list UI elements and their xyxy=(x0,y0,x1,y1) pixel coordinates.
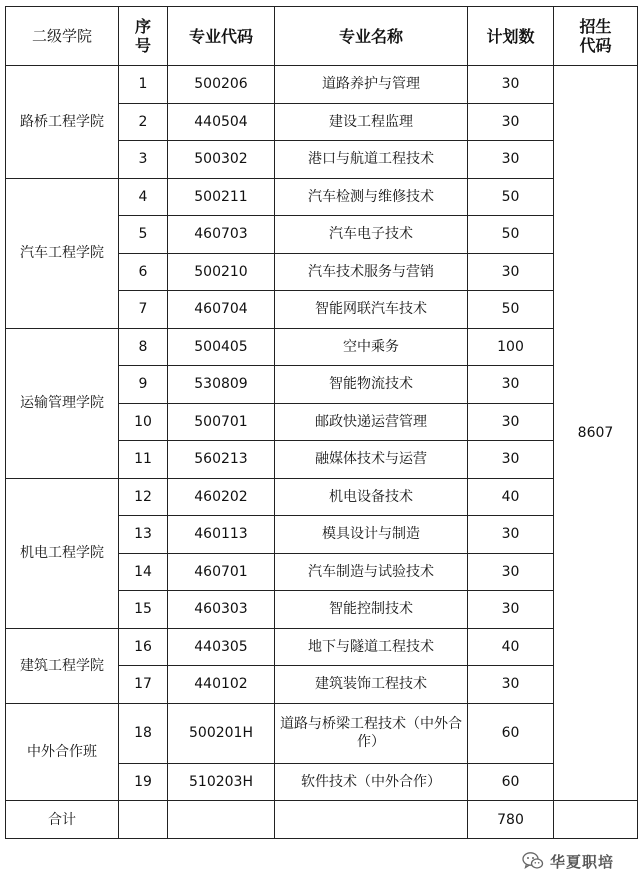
plan-count-cell: 30 xyxy=(468,403,554,441)
plan-count-cell: 50 xyxy=(468,291,554,329)
table-row xyxy=(6,478,638,516)
college-name-cell: 中外合作班 xyxy=(6,703,119,801)
major-name-cell: 地下与隧道工程技术 xyxy=(275,628,468,666)
seq-cell: 11 xyxy=(119,441,168,479)
seq-cell: 2 xyxy=(119,103,168,141)
major-name-cell: 道路与桥梁工程技术（中外合作） xyxy=(275,703,468,763)
plan-count-cell: 100 xyxy=(468,328,554,366)
total-plan-cell: 780 xyxy=(468,801,554,839)
major-code-cell: 460303 xyxy=(168,591,275,629)
plan-count-cell: 40 xyxy=(468,628,554,666)
major-code-cell: 500701 xyxy=(168,403,275,441)
major-code-cell: 460704 xyxy=(168,291,275,329)
seq-cell: 16 xyxy=(119,628,168,666)
major-name-cell: 软件技术（中外合作） xyxy=(275,763,468,801)
major-code-cell: 460701 xyxy=(168,553,275,591)
plan-count-cell: 30 xyxy=(468,66,554,104)
total-name-cell xyxy=(275,801,468,839)
major-code-cell: 500405 xyxy=(168,328,275,366)
watermark xyxy=(522,848,634,874)
plan-count-cell: 30 xyxy=(468,253,554,291)
major-code-cell: 440504 xyxy=(168,103,275,141)
major-name-cell: 汽车电子技术 xyxy=(275,216,468,254)
seq-cell: 12 xyxy=(119,478,168,516)
major-code-cell: 500201H xyxy=(168,703,275,763)
seq-cell: 8 xyxy=(119,328,168,366)
college-name-cell: 建筑工程学院 xyxy=(6,628,119,703)
major-name-cell: 汽车制造与试验技术 xyxy=(275,553,468,591)
college-name-cell: 机电工程学院 xyxy=(6,478,119,628)
plan-count-cell: 30 xyxy=(468,103,554,141)
watermark-text: 华夏职培 xyxy=(550,852,615,871)
major-name-cell: 模具设计与制造 xyxy=(275,516,468,554)
plan-count-cell: 40 xyxy=(468,478,554,516)
seq-cell: 5 xyxy=(119,216,168,254)
header-name: 专业名称 xyxy=(275,7,468,66)
header-seq: 序号 xyxy=(119,7,168,66)
plan-count-cell: 30 xyxy=(468,516,554,554)
college-name-cell: 汽车工程学院 xyxy=(6,178,119,328)
major-name-cell: 智能网联汽车技术 xyxy=(275,291,468,329)
header-plan: 计划数 xyxy=(468,7,554,66)
plan-count-cell: 30 xyxy=(468,141,554,179)
total-enroll-cell xyxy=(554,801,638,839)
plan-count-cell: 30 xyxy=(468,591,554,629)
major-code-cell: 500302 xyxy=(168,141,275,179)
plan-count-cell: 60 xyxy=(468,703,554,763)
major-code-cell: 460113 xyxy=(168,516,275,554)
enroll-code-cell: 8607 xyxy=(554,66,638,801)
table-row xyxy=(6,328,638,366)
wechat-icon xyxy=(522,851,544,871)
plan-count-cell: 60 xyxy=(468,763,554,801)
seq-cell: 3 xyxy=(119,141,168,179)
total-label-cell: 合计 xyxy=(6,801,119,839)
major-code-cell: 560213 xyxy=(168,441,275,479)
table-row xyxy=(6,66,638,104)
major-code-cell: 460202 xyxy=(168,478,275,516)
table-header-row xyxy=(6,7,638,66)
total-code-cell xyxy=(168,801,275,839)
total-seq-cell xyxy=(119,801,168,839)
major-code-cell: 530809 xyxy=(168,366,275,404)
major-name-cell: 空中乘务 xyxy=(275,328,468,366)
enrollment-plan-table xyxy=(5,6,638,839)
total-row xyxy=(6,801,638,839)
seq-cell: 17 xyxy=(119,666,168,704)
major-name-cell: 汽车检测与维修技术 xyxy=(275,178,468,216)
seq-cell: 7 xyxy=(119,291,168,329)
seq-cell: 10 xyxy=(119,403,168,441)
seq-cell: 19 xyxy=(119,763,168,801)
seq-cell: 1 xyxy=(119,66,168,104)
major-name-cell: 建设工程监理 xyxy=(275,103,468,141)
major-name-cell: 建筑装饰工程技术 xyxy=(275,666,468,704)
seq-cell: 15 xyxy=(119,591,168,629)
major-name-cell: 机电设备技术 xyxy=(275,478,468,516)
major-code-cell: 500210 xyxy=(168,253,275,291)
table-row xyxy=(6,703,638,763)
college-name-cell: 路桥工程学院 xyxy=(6,66,119,179)
table-body xyxy=(6,66,638,839)
major-name-cell: 融媒体技术与运营 xyxy=(275,441,468,479)
seq-cell: 14 xyxy=(119,553,168,591)
table-row xyxy=(6,178,638,216)
plan-count-cell: 30 xyxy=(468,366,554,404)
plan-count-cell: 30 xyxy=(468,441,554,479)
major-name-cell: 智能物流技术 xyxy=(275,366,468,404)
major-name-cell: 智能控制技术 xyxy=(275,591,468,629)
major-name-cell: 港口与航道工程技术 xyxy=(275,141,468,179)
major-code-cell: 460703 xyxy=(168,216,275,254)
header-code: 专业代码 xyxy=(168,7,275,66)
major-code-cell: 500211 xyxy=(168,178,275,216)
major-name-cell: 道路养护与管理 xyxy=(275,66,468,104)
seq-cell: 4 xyxy=(119,178,168,216)
plan-count-cell: 50 xyxy=(468,216,554,254)
seq-cell: 9 xyxy=(119,366,168,404)
major-name-cell: 汽车技术服务与营销 xyxy=(275,253,468,291)
plan-count-cell: 30 xyxy=(468,553,554,591)
major-code-cell: 510203H xyxy=(168,763,275,801)
seq-cell: 6 xyxy=(119,253,168,291)
seq-cell: 18 xyxy=(119,703,168,763)
major-code-cell: 440102 xyxy=(168,666,275,704)
table-row xyxy=(6,628,638,666)
plan-count-cell: 30 xyxy=(468,666,554,704)
header-enroll-code: 招生代码 xyxy=(554,7,638,66)
seq-cell: 13 xyxy=(119,516,168,554)
plan-count-cell: 50 xyxy=(468,178,554,216)
header-college: 二级学院 xyxy=(6,7,119,66)
major-code-cell: 500206 xyxy=(168,66,275,104)
major-name-cell: 邮政快递运营管理 xyxy=(275,403,468,441)
college-name-cell: 运输管理学院 xyxy=(6,328,119,478)
major-code-cell: 440305 xyxy=(168,628,275,666)
